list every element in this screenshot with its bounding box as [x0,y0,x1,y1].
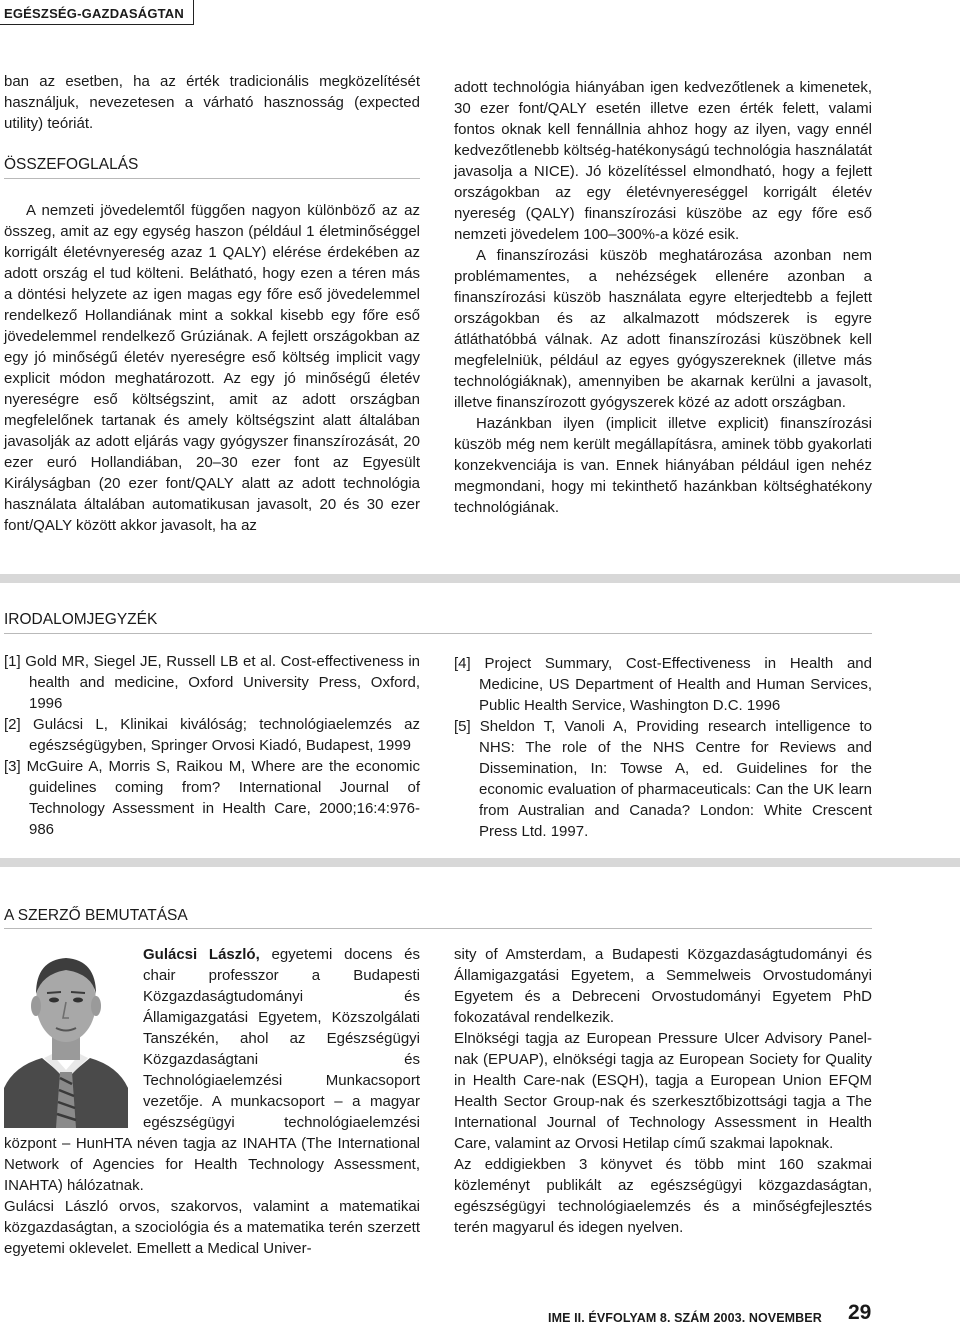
references-right-column [454,653,872,842]
section-header-label: EGÉSZSÉG-GAZDASÁGTAN [0,0,194,25]
footer-journal-info: IME II. ÉVFOLYAM 8. SZÁM 2003. NOVEMBER [548,1311,822,1325]
author-bio-left-column [4,944,420,1259]
portrait-text-wrap-spacer [4,944,143,1120]
author-bio-right-paragraph-3: Az eddigiekben 3 könyvet és több mint 160 szakmai közleményt publikált az egészségügyi közgazdaságtan, egészségügyi technológiaelemzés és a minőségfejlesztés terén magyarul és idegen nyelven. [454,1156,872,1236]
author-bio-right-paragraph-2: Elnökségi tagja az European Pressure Ulcer Advisory Panel-nak (EPUAP), elnökségi tagja az European Society for Quality in Health Care-nak (ESQH), tagja a European Union EFQM Health Sector Group-nak és szerkesztőbizottsági tagja a The International Journal of Technology Assessment in Health Care, valamint az Orvosi Hetilap című szakmai lapoknak. [454,1030,872,1152]
author-bio-text-1: egyetemi docens és chair professzor a Budapesti Közgazdaságtudományi és Államigazgatási Egyetem, Közszolgálati Tanszékén, ahol az Egészségügyi Közgazdaságtani és Technológiaelemzési Munkacsoport vezetője. A munkacsoport – a magyar egészségügyi technológiaelemzési központ – HunHTA néven tagja az INAHTA (The International Network of Agencies for Health Technology Assessment, INAHTA) hálózatnak. [4,946,420,1194]
reference-item: [3] McGuire A, Morris S, Raikou M, Where are the economic guidelines coming from? International Journal of Technology Assessment in Health Care, 2000;16:4:976-986 [4,758,420,838]
right-paragraph-2: A finanszírozási küszöb meghatározása azonban nem problémamentes, a nehézségek ellenére azonban a finanszírozási küszöb használata egyre elterjedtebb a fejlett országokban és az alkalmazott módszerek is egyre átláthatóbbá válnak. Az adott finanszírozási küszöbnek kell megfelelniük, például az egyes gyógyszereknek (illetve más technológiáknak), amennyiben be akarnak kerülni a javasolt, illetve finanszírozott gyógyszerek közé az adott országban. [454,247,872,411]
author-name: Gulácsi László, [143,946,260,963]
author-bio-paragraph-2: Gulácsi László orvos, szakorvos, valamint a matematikai közgazdaságtan, a szociológia és a matematika terén szerzett egyetemi oklevelet. Emellett a Medical Univer- [4,1198,420,1257]
page-number: 29 [848,1301,872,1324]
references-heading: IRODALOMJEGYZÉK [4,611,158,628]
section-divider-band [0,574,960,583]
article-left-column [4,71,420,536]
article-right-column [454,77,872,518]
intro-paragraph: ban az esetben, ha az érték tradicionális megközelítését használjuk, nevezetesen a várható hasznosság (expected utility) teóriát. [4,73,420,132]
author-bio-right-paragraph-1: sity of Amsterdam, a Budapesti Közgazdaságtudományi és Államigazgatási Egyetem, a Semmelweis Orvostudományi Egyetem és a Debreceni Orvostudományi Egyetem PhD fokozatával rendelkezik. [454,946,872,1026]
summary-paragraph: A nemzeti jövedelemtől függően nagyon különböző az az összeg, amit az egy egység haszon (például 1 életminőséggel korrigált életévnyereség azaz 1 QALY) elérése érdekében az adott ország el tud költeni. Belátható, hogy ezen a téren más a döntési helyzete az igen magas egy főre eső jövedelemmel rendelkező Hollandiának mint a sokkal kisebb egy főre eső jövedelemmel rendelkező Grúziának. A fejlett országokban az egy jó minőségű életév nyereségre eső költség implicit vagy explicit módon meghatározott. Az egy jó minőségű életév nyereségre eső költségszint, amit az adott országban megfelelőnek tartanak és amely költségszint alatt általában javasolják az adott eljárás vagy gyógyszer finanszírozását, 20 ezer euró Hollandiában, 20–30 ezer font az Egyesült Királyságban (20 ezer font/QALY alatt az adott technológia használata általában automatikusan javasolt, 20 és 30 ezer font/QALY között akkor javasolt, ha az [4,202,420,534]
reference-item: [5] Sheldon T, Vanoli A, Providing research intelligence to NHS: The role of the NHS Centre for Reviews and Dissemination, In: Towse A, ed. Guidelines for the economic evaluation of pharmaceuticals: Can the UK learn from Australian and Canada? London: White Crescent Press Ltd. 1997. [454,718,872,840]
reference-item: [2] Gulácsi L, Klinikai kiválóság; technológiaelemzés az egészségügyben, Springer Orvosi Kiadó, Budapest, 1999 [4,716,420,754]
summary-heading: ÖSSZEFOGLALÁS [4,156,139,173]
right-paragraph-1: adott technológia hiányában igen kedvezőtlenek a kimenetek, 30 ezer font/QALY esetén illetve ezen érték felett, valami fontos oknak kell fennállnia ahhoz hogy az ilyen, vagy ennél kedvezőtlenebb költség-hatékonyságú technológia használatát javasolja a NICE). Jó közelítéssel elmondható, hogy a fejlett országokban az egy életévnyereséggel korrigált életév nyereség (QALY) finanszírozási küszöbe az egy főre eső nemzeti jövedelem 100–300%-a közé esik. [454,79,872,243]
section-divider-band [0,858,960,867]
reference-item: [1] Gold MR, Siegel JE, Russell LB et al. Cost-effectiveness in health and medicine, Oxford University Press, Oxford, 1996 [4,653,420,712]
author-heading-rule [4,928,872,929]
references-heading-rule [4,633,872,634]
author-heading: A SZERZŐ BEMUTATÁSA [4,907,188,924]
author-bio-right-column [454,944,872,1238]
reference-item: [4] Project Summary, Cost-Effectiveness in Health and Medicine, US Department of Health and Human Services, Public Health Service, Washington D.C. 1996 [454,655,872,714]
references-left-column [4,651,420,840]
right-paragraph-3: Hazánkban ilyen (implicit illetve explicit) finanszírozási küszöb még nem került megállapításra, aminek több gyakorlati konzekvenciája is van. Ennek hiányában például igen nehéz megmondani, hogy mi tekinthető hazánkban költséghatékony technológiának. [454,415,872,516]
